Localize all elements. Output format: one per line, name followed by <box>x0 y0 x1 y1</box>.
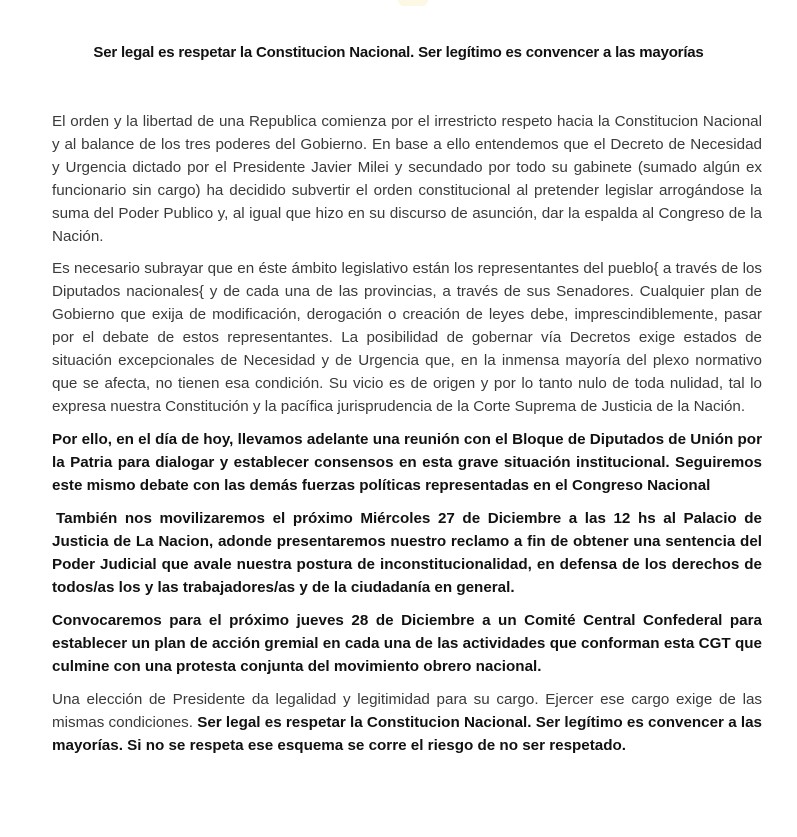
paragraph-constitutional-order: El orden y la libertad de una Republica comienza por el irrestricto respeto hacia la Constitucion Nacional y al balance de los tres poderes del Gobierno. En base a ello entendemos que el Decreto de Necesidad y Urgencia dictado por el Presidente Javier Milei y secundado por todo su gabinete (sumado algún ex funcionario sin cargo) ha decidido subvertir el orden constitucional al pretender legislar arrogándose la suma del Poder Publico y, al igual que hizo en su discurso de asunción, dar la espalda al Congreso de la Nación. <box>52 113 762 245</box>
closing-bold-text: Ser legal es respetar la Constitucion Nacional. Ser legítimo es convencer a las mayorías. Si no se respeta ese esquema se corre el riesgo de no ser respetado. <box>52 714 762 754</box>
paragraph-closing <box>52 688 762 757</box>
document-body <box>52 110 762 767</box>
paragraph-mobilization: También nos movilizaremos el próximo Miércoles 27 de Diciembre a las 12 hs al Palacio de Justicia de La Nacion, adonde presentaremos nuestro reclamo a fin de obtener una sentencia del Poder Judicial que avale nuestra postura de inconstitucionalidad, en defensa de los derechos de todos/as los y las trabajadores/as y de la ciudadanía en general. <box>52 510 762 596</box>
closing-regular-text: Una elección de Presidente da legalidad y legitimidad para su cargo. Ejercer ese cargo exige de las mismas condiciones. <box>52 691 762 731</box>
scan-smudge <box>398 0 428 6</box>
paragraph-meeting-diputados: Por ello, en el día de hoy, llevamos adelante una reunión con el Bloque de Diputados de Unión por la Patria para dialogar y establecer consensos en esta grave situación institucional. Seguiremos este mismo debate con las demás fuerzas políticas representadas en el Congreso Nacional <box>52 431 762 494</box>
document-title: Ser legal es respetar la Constitucion Nacional. Ser legítimo es convencer a las mayorías <box>93 44 704 61</box>
paragraph-legislative-role: Es necesario subrayar que en éste ámbito legislativo están los representantes del pueblo{ a través de los Diputados nacionales{ y de cada una de las provincias, a través de sus Senadores. Cualquier plan de Gobierno que exija de modificación, derogación o creación de leyes debe, imprescindiblemente, pasar por el debate de estos representantes. La posibilidad de gobernar vía Decretos exige estados de situación excepcionales de Necesidad y de Urgencia que, en la inmensa mayoría del plexo normativo que se afecta, no tienen esa condición. Su vicio es de origen y por lo tanto nulo de toda nulidad, tal lo expresa nuestra Constitución y la pacífica jurisprudencia de la Corte Suprema de Justicia de la Nación. <box>52 260 762 415</box>
paragraph-comite-central: Convocaremos para el próximo jueves 28 de Diciembre a un Comité Central Confederal para establecer un plan de acción gremial en cada una de las actividades que conforman esta CGT que culmine con una protesta conjunta del movimiento obrero nacional. <box>52 612 762 675</box>
